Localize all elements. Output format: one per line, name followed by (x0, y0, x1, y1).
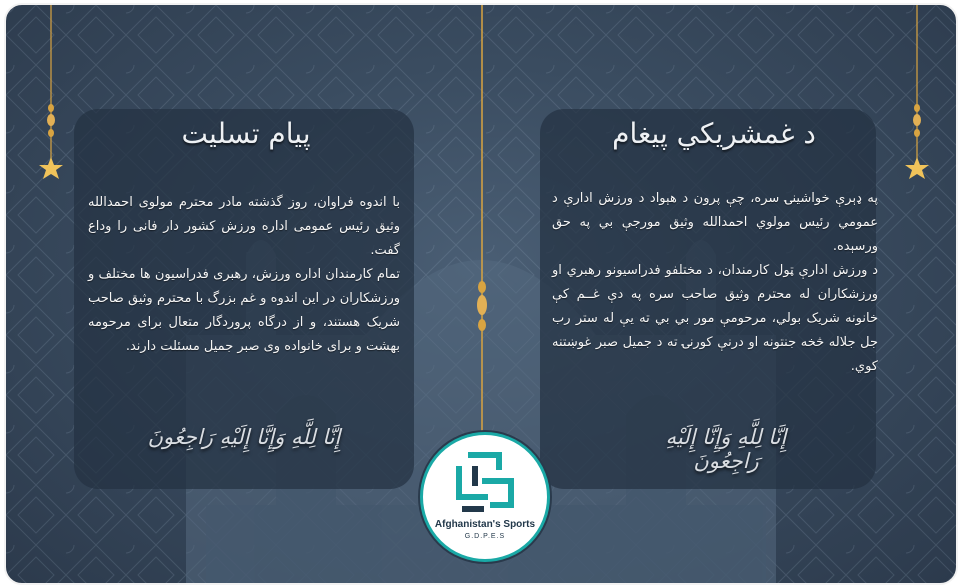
lantern-ornament-icon (472, 5, 492, 435)
left-paragraph-1: با اندوه فراوان، روز گذشته مادر محترم مولوی احمدالله وثیق رئیس عمومی اداره ورزش کشور دار فانی را وداع گفت. (88, 195, 400, 258)
left-paragraph-2: تمام کارمندان اداره ورزش، رهبری فدراسیون ها مختلف و ورزشکاران در این اندوه و غم بزرگ با محترم وثیق صاحب شریک هستند، و از درگاه پروردگار متعال برای مرحومه بهشت و برای خانواده وی صبر جمیل مسئلت دارند. (88, 267, 400, 354)
right-panel-title: د غمشریکي پیغام (612, 117, 816, 150)
right-calligraphy: إِنَّا لِلَّهِ وَإِنَّا إِلَيْهِ رَاجِعُونَ (665, 425, 787, 473)
left-calligraphy: إِنَّا لِلَّهِ وَإِنَّا إِلَيْهِ رَاجِعُونَ (147, 425, 341, 449)
left-panel-body (88, 191, 400, 359)
right-panel-body (552, 187, 878, 379)
star-ornament-icon (902, 5, 932, 185)
logo-mark-icon (423, 435, 547, 519)
logo-subtitle: G.D.P.E.S (464, 533, 506, 540)
logo-name: Afghanistan's Sports (434, 519, 536, 530)
right-paragraph-1: په ډېرې خواشینۍ سره، چې پرون د هېواد د ورزش ادارې د عمومي رئیس مولوي احمدالله وثیق مورجې بي په حق ورسېده. (552, 191, 878, 254)
star-ornament-icon (36, 5, 66, 185)
right-paragraph-2: د ورزش ادارې ټول کارمندان، د مختلفو فدراسیونو رهبري او ورزشکاران له محترم وثیق صاحب سره په دې غــم کې خانونه شریک بولي، مرحومې مور بي بي ته یې له ستر رب جل جلاله څخه جنتونه او درنې کورنۍ ته د جمیل صبر غوښتنه کوي. (552, 263, 878, 374)
card-frame (4, 3, 958, 585)
afghanistan-sports-logo (420, 432, 550, 562)
left-panel-title: پیام تسلیت (181, 117, 311, 150)
